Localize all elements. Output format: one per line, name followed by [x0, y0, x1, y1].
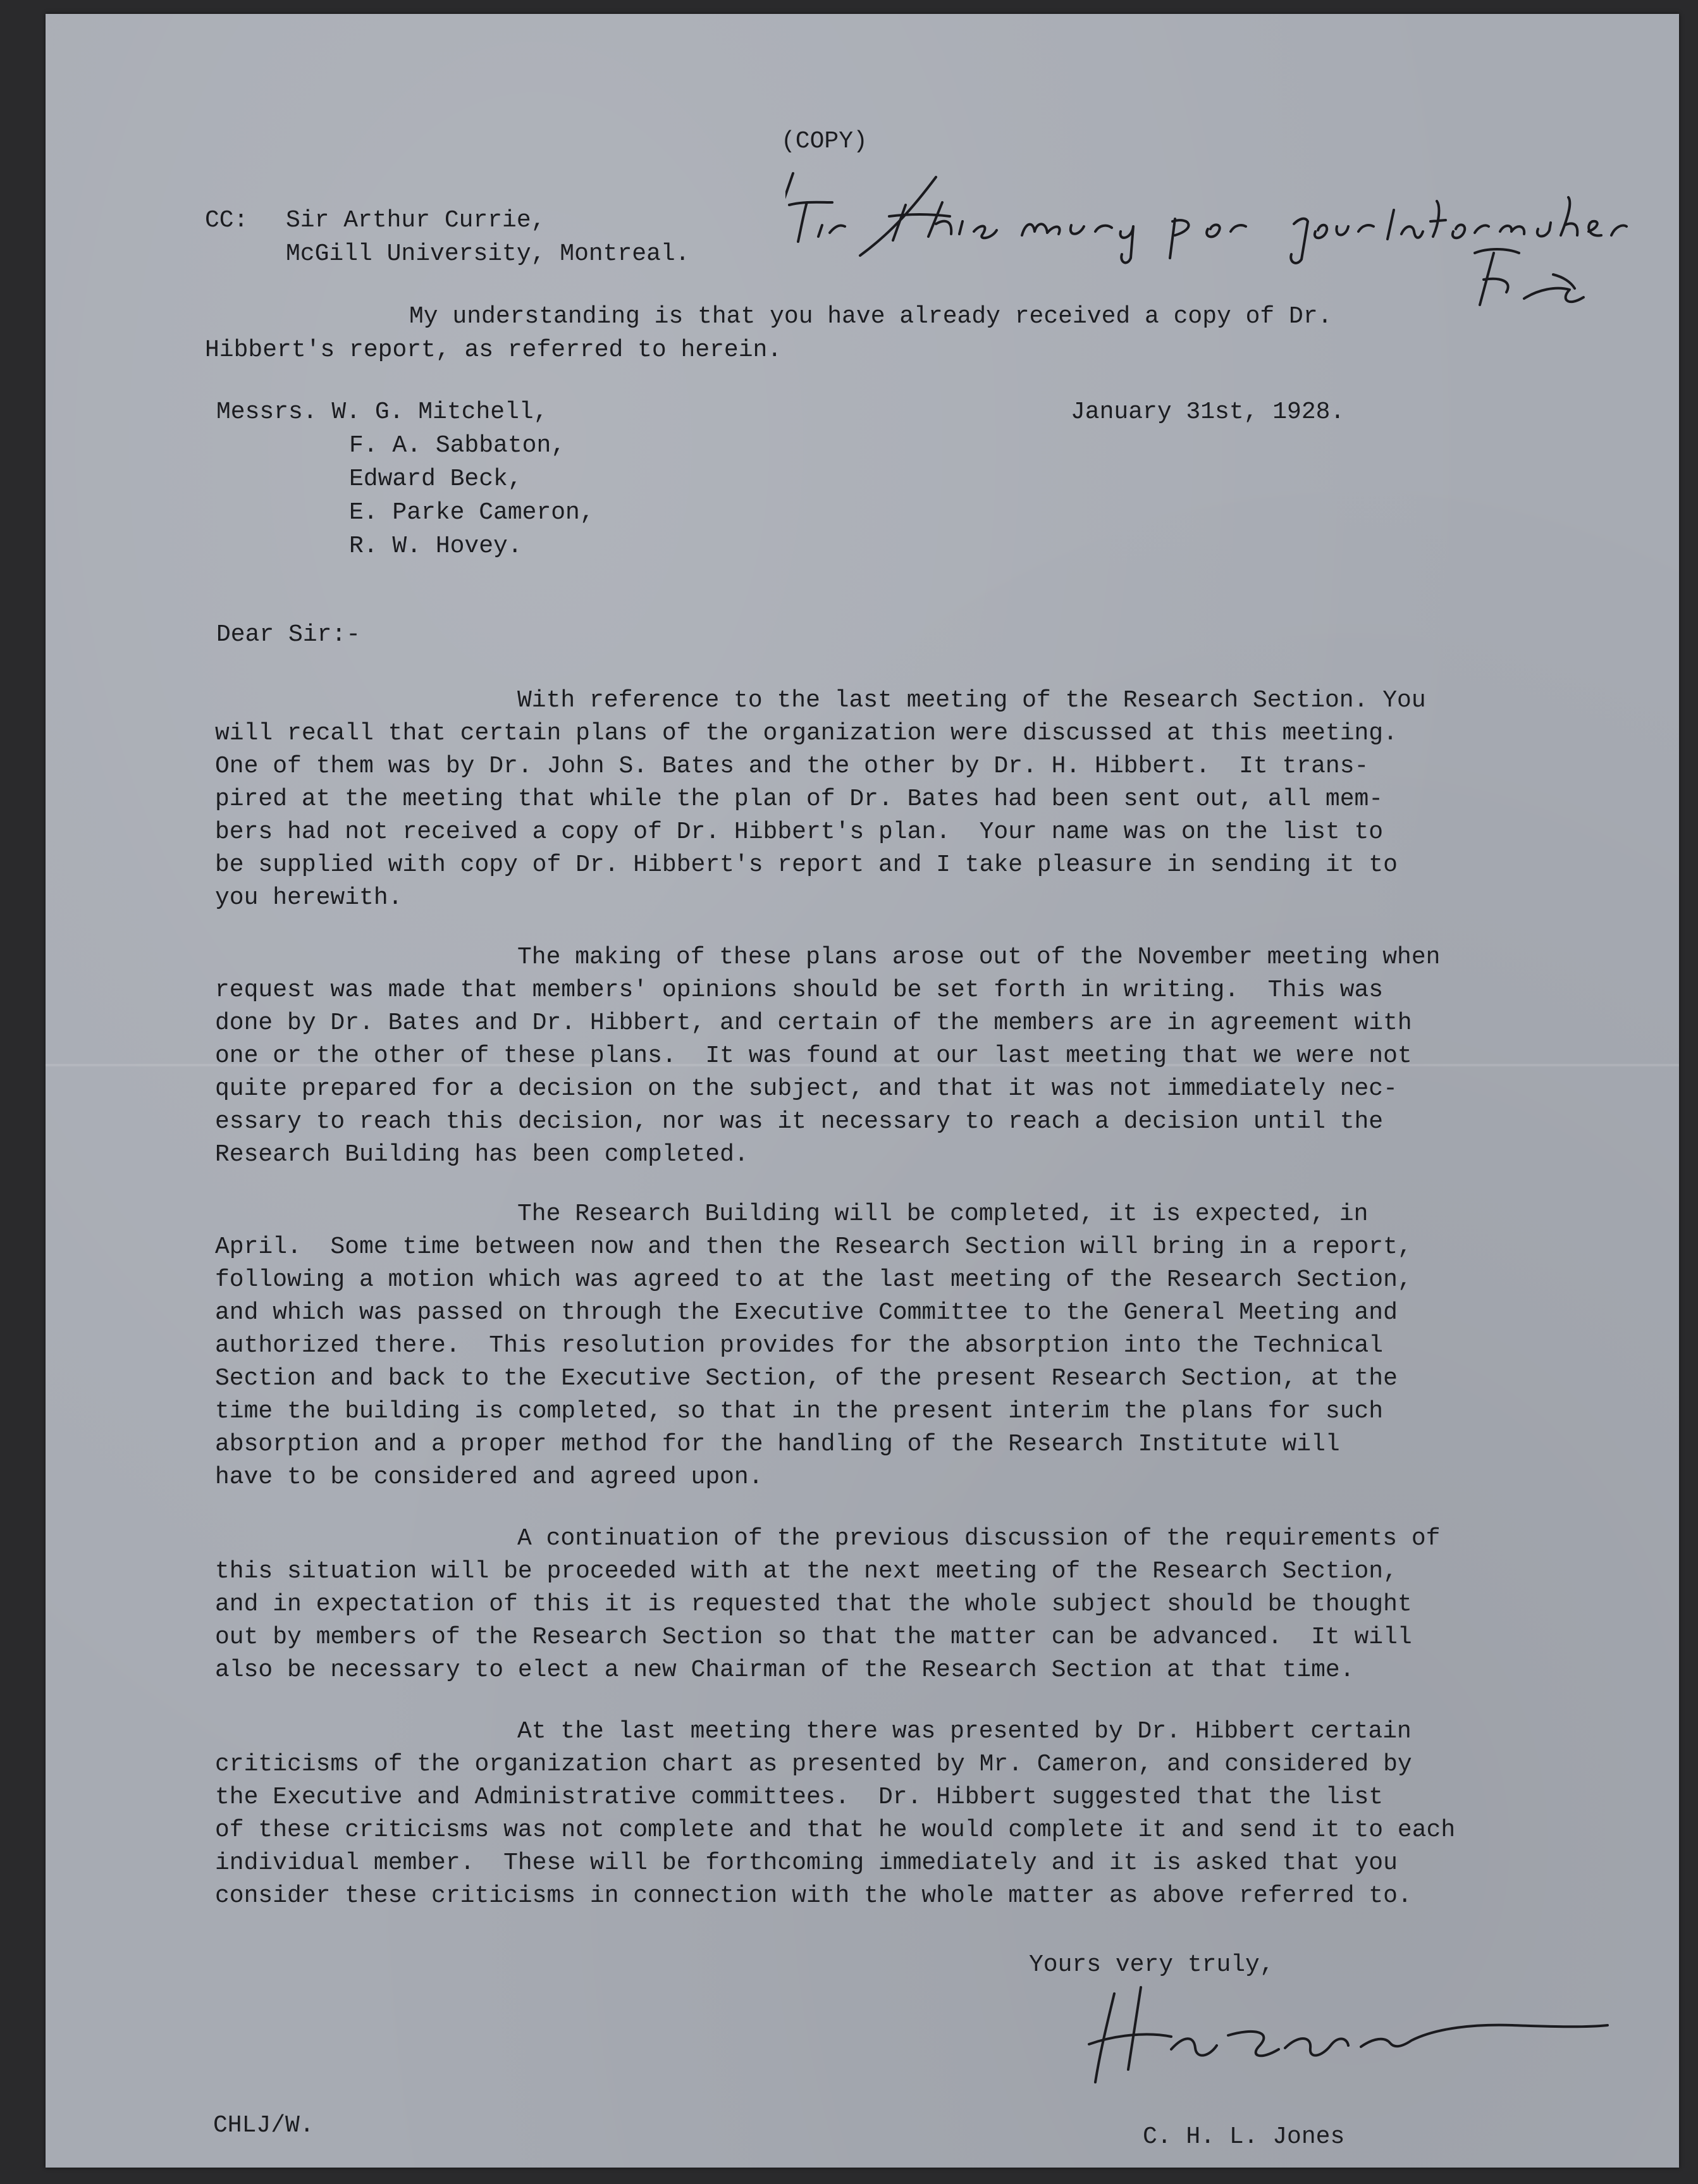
copy-heading: (COPY)	[781, 128, 868, 155]
body-paragraph-5: At the last meeting there was presented by Dr. Hibbert certain criticisms of the organization chart as presented by Mr. Cameron, and considered by the Executive and Administrative committees. Dr. Hibbert suggested that the list of these criticisms was not complete and that he would complete it and send it to each individual member. These will be forthcoming immediately and it is asked that you consider these criticisms in connection with the whole matter as above referred to.	[215, 1718, 1456, 1909]
handwritten-annotation	[785, 166, 1698, 318]
signer-name: C. H. L. Jones	[1143, 2123, 1345, 2150]
body-paragraph-3: The Research Building will be completed, it is expected, in April. Some time between now and then the Research Section will bring in a report, following a motion which was agreed to at the last meeting of the Research Section, and which was passed on through the Executive Committee to the General Meeting and authorized there. This resolution provides for the absorption into the Technical Section and back to the Executive Section, of the present Research Section, at the time the building is completed, so that in the present interim the plans for such absorption and a proper method for the handling of the Research Institute will have to be considered and agreed upon.	[215, 1200, 1412, 1491]
recipient-line: R. W. Hovey.	[349, 533, 522, 560]
body-paragraph-1: With reference to the last meeting of the Research Section. You will recall that certain plans of the organization were discussed at this meeting. One of them was by Dr. John S. Bates and the other by Dr. H. Hibbert. It trans- pired at the meeting that while the plan of Dr. Bates had been sent out, all mem- bers had not received a copy of Dr. Hibbert's plan. Your name was on the list to be supplied with copy of Dr. Hibbert's report and I take pleasure in sending it to you herewith.	[215, 687, 1426, 911]
body-paragraph-4: A continuation of the previous discussion of the requirements of this situation will be proceeded with at the next meeting of the Research Section, and in expectation of this it is requested that the whole subject should be thought out by members of the Research Section so that the matter can be advanced. It will also be necessary to elect a new Chairman of the Research Section at that time.	[215, 1525, 1441, 1684]
recipient-line: Edward Beck,	[349, 466, 522, 493]
signature	[1070, 1975, 1639, 2088]
body-paragraph-2: The making of these plans arose out of the November meeting when request was made that members' opinions should be set forth in writing. This was done by Dr. Bates and Dr. Hibbert, and certain of the members are in agreement with one or the other of these plans. It was found at our last meeting that we were not quite prepared for a decision on the subject, and that it was not immediately nec- essary to reach this decision, nor was it necessary to reach a decision until the Research Building has been completed.	[215, 944, 1441, 1168]
cc-note-line-2: Hibbert's report, as referred to herein.	[205, 336, 782, 364]
typist-initials: CHLJ/W.	[213, 2112, 314, 2139]
recipient-line: F. A. Sabbaton,	[349, 432, 566, 459]
closing: Yours very truly,	[1029, 1951, 1274, 1978]
recipient-line: Messrs. W. G. Mitchell,	[216, 398, 548, 426]
cc-note-line-1: My understanding is that you have already received a copy of Dr.	[409, 303, 1332, 330]
cc-recipient-name: Sir Arthur Currie,	[286, 207, 546, 234]
cc-label: CC:	[205, 207, 249, 234]
recipient-line: E. Parke Cameron,	[349, 499, 594, 526]
letter-date: January 31st, 1928.	[1071, 398, 1345, 426]
salutation: Dear Sir:-	[216, 621, 361, 648]
letter-page	[46, 14, 1679, 2168]
cc-recipient-address: McGill University, Montreal.	[286, 240, 690, 268]
